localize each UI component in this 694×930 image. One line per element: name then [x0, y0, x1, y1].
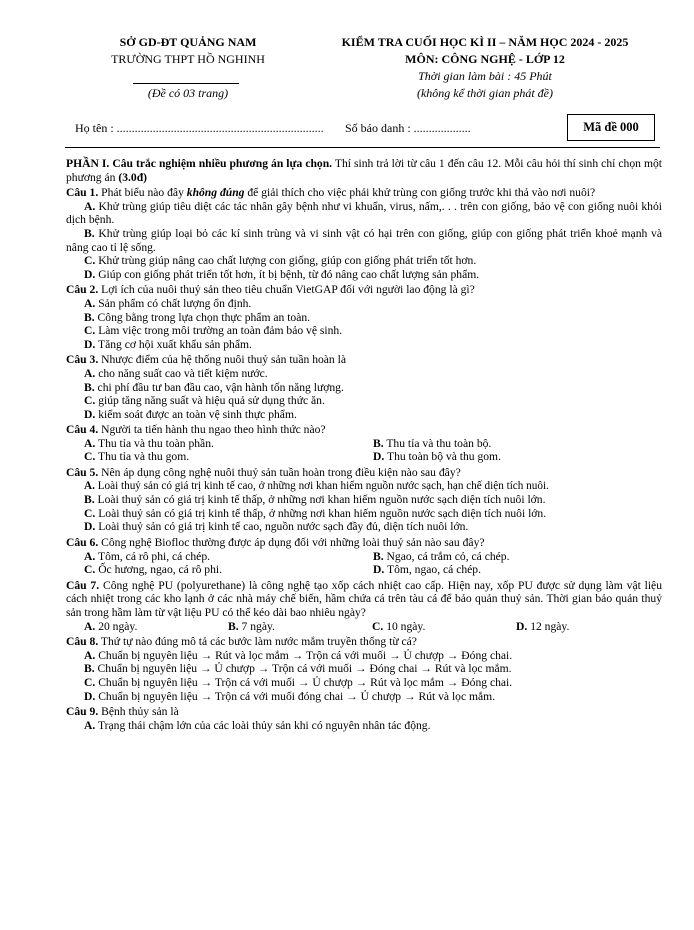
question-number: Câu 8.	[66, 635, 99, 649]
option-text: Chuẩn bị nguyên liệu → Trộn cá với muối → Ủ chượp → Rút và lọc mắm → Đóng chai.	[98, 675, 513, 689]
option-d	[84, 690, 662, 704]
header-right	[300, 34, 670, 102]
question-3	[66, 353, 662, 367]
option-b	[66, 227, 662, 254]
option-text: Loài thuỷ sản có giá trị kinh tế cao, ở những nơi khan hiếm nguồn nước sạch, hạn chế diện tích nuôi.	[97, 479, 549, 492]
question-number: Câu 4.	[66, 423, 99, 437]
option-label: A.	[84, 648, 96, 662]
option-text: giúp tăng năng suất và hiệu quả sử dụng thức ăn.	[98, 394, 325, 408]
option-c	[84, 676, 662, 690]
option-text: Thu tỉa và thu toàn phần.	[97, 436, 214, 450]
header-left	[88, 34, 288, 102]
option-text: 20 ngày.	[98, 619, 138, 633]
option-text: Thu tỉa và thu gom.	[97, 450, 190, 464]
option-text: Sản phẩm có chất lượng ổn định.	[98, 296, 252, 310]
option-a	[84, 480, 662, 494]
option-text: Ốc hương, ngao, cá rô phi.	[98, 563, 222, 577]
question-emphasis: không đúng	[186, 186, 245, 200]
option-label: C.	[84, 675, 96, 689]
option-text: Khử trùng giúp tiêu diệt các tác nhân gây bệnh như vi khuẩn, virus, nấm,. . . trên con giống, bảo vệ con giống nuôi khỏi dịch bệnh.	[66, 199, 662, 227]
option-text: cho năng suất cao và tiết kiệm nước.	[98, 366, 268, 380]
option-text: Công bằng trong lựa chọn thực phẩm an toàn.	[97, 310, 311, 324]
option-b	[228, 620, 372, 634]
exam-content	[66, 151, 662, 732]
option-b	[373, 550, 662, 564]
option-d	[516, 620, 660, 634]
option-text: Ngao, cá trắm cỏ, cá chép.	[386, 549, 510, 563]
question-1	[66, 186, 662, 200]
options-row	[84, 563, 662, 577]
option-b	[84, 381, 662, 395]
option-text: Thu toàn bộ và thu gom.	[386, 450, 501, 464]
option-a	[84, 367, 662, 381]
question-5	[66, 466, 662, 480]
option-d	[84, 338, 662, 352]
option-label: B.	[373, 436, 384, 450]
option-label: B.	[84, 380, 95, 394]
option-label: A.	[84, 479, 95, 492]
section-points: (3.0đ)	[118, 170, 148, 184]
option-label: D.	[84, 689, 96, 703]
question-8	[66, 635, 662, 649]
question-text: Bệnh thủy sản là	[98, 705, 179, 719]
options-row	[84, 550, 662, 564]
options-row	[84, 437, 662, 451]
option-label: B.	[84, 310, 95, 324]
question-7	[66, 579, 662, 620]
question-number: Câu 7.	[66, 578, 100, 592]
option-text: Loài thuỷ sản có giá trị kinh tế cao, nguồn nước sạch đầy đủ, diện tích nuôi lớn.	[98, 520, 469, 534]
option-text: 10 ngày.	[386, 619, 426, 633]
option-c	[84, 394, 662, 408]
question-text: Công nghệ Biofloc thường được áp dụng đối với những loài thuỷ sản nào sau đây?	[98, 536, 485, 550]
question-number: Câu 3.	[66, 353, 99, 367]
option-text: Tôm, ngao, cá chép.	[386, 563, 481, 577]
option-text: 12 ngày.	[530, 619, 570, 633]
option-text: Chuẩn bị nguyên liệu → Ủ chượp → Trộn cá với muối → Đóng chai → Rút và lọc mắm.	[97, 662, 512, 676]
option-a	[84, 437, 373, 451]
option-label: B.	[84, 662, 95, 676]
exam-title: KIỂM TRA CUỐI HỌC KÌ II – NĂM HỌC 2024 - 2025	[341, 35, 629, 49]
exam-code-box: Mã đề 000	[567, 114, 655, 141]
option-text: kiểm soát được an toàn vệ sinh thực phẩm.	[98, 407, 297, 421]
options-row	[84, 620, 662, 634]
department-name: SỞ GD-ĐT QUẢNG NAM	[119, 35, 257, 49]
option-label: C.	[84, 324, 96, 338]
student-name-field: Họ tên : .....................................................................	[75, 121, 324, 135]
option-label: A.	[84, 619, 96, 633]
option-text: Khử trùng giúp nâng cao chất lượng con giống, giúp con giống phát triển tốt hơn.	[98, 254, 477, 268]
subject-title: MÔN: CÔNG NGHỆ - LỚP 12	[405, 52, 565, 66]
option-a	[84, 297, 662, 311]
option-label: D.	[373, 563, 385, 577]
section-divider	[65, 147, 660, 148]
option-c	[84, 254, 662, 268]
option-text: Trạng thái chậm lớn của các loài thủy sản khi có nguyên nhân tác động.	[97, 718, 431, 732]
question-number: Câu 1.	[66, 186, 99, 200]
question-text: Công nghệ PU (polyurethane) là công nghệ tạo xốp cách nhiệt cao cấp. Hiện nay, xốp PU được sử dụng làm vật liệu cách nhiệt trong các kho lạnh ở các nhà máy chế biến, hầm chứa cá trên tàu cá để bảo quản thuỷ sản. Thời gian bảo quản thuỷ sản trong hầm làm từ vật liệu PU có thể kéo dài bao nhiêu ngày?	[66, 578, 663, 619]
option-label: B.	[373, 549, 384, 563]
option-text: Thu tỉa và thu toàn bộ.	[386, 436, 492, 450]
option-d	[373, 563, 662, 577]
question-number: Câu 6.	[66, 536, 99, 550]
section-instructions: Thí sinh trả lời từ câu 1 đến câu 12. Mỗi câu hỏi thí sinh chỉ chọn một phương án	[66, 157, 662, 184]
header-divider	[133, 83, 239, 84]
option-b	[84, 311, 662, 325]
option-d	[84, 520, 662, 534]
option-label: A.	[84, 549, 96, 563]
option-text: 7 ngày.	[241, 619, 275, 633]
exam-time: Thời gian làm bài : 45 Phút	[418, 69, 552, 83]
question-text: Thứ tự nào đúng mô tả các bước làm nước mắm truyền thống từ cá?	[98, 635, 417, 649]
option-text: Loài thuỷ sản có giá trị kinh tế thấp, ở những nơi khan hiếm nguồn nước sạch diện tích nuôi lớn.	[97, 493, 546, 507]
option-text: Loài thuỷ sản có giá trị kinh tế thấp, ở những nơi khan hiếm nguồn nước sạch diện tích nuôi lớn.	[98, 506, 547, 520]
option-text: Làm việc trong môi trường an toàn đảm bảo vệ sinh.	[98, 324, 343, 338]
option-a	[84, 719, 662, 733]
option-label: B.	[228, 619, 239, 633]
option-d	[84, 268, 662, 282]
options-row	[84, 450, 662, 464]
option-b	[84, 493, 662, 507]
question-text: Nên áp dụng công nghệ nuôi thuỷ sản tuần hoàn trong điều kiện nào sau đây?	[98, 466, 461, 480]
question-9	[66, 705, 662, 719]
student-id-field: Số báo danh : ...................	[345, 121, 471, 135]
option-label: D.	[84, 337, 96, 351]
option-label: D.	[84, 520, 96, 534]
option-label: C.	[84, 563, 96, 577]
question-4	[66, 423, 662, 437]
option-label: B.	[84, 226, 95, 240]
option-label: A.	[84, 436, 96, 450]
pages-note: (Đề có 03 trang)	[147, 86, 229, 100]
option-c	[372, 620, 516, 634]
option-label: C.	[84, 450, 96, 464]
option-text: Chuẩn bị nguyên liệu → Trộn cá với muối đóng chai → Ủ chượp → Rút và lọc mắm.	[98, 689, 496, 703]
option-label: A.	[84, 366, 96, 380]
option-d	[373, 450, 662, 464]
option-label: D.	[516, 619, 528, 633]
question-text: để giải thích cho việc phải khử trùng con giống trước khi thả vào nơi nuôi?	[244, 186, 596, 200]
question-number: Câu 5.	[66, 466, 99, 480]
option-text: Khử trùng giúp loại bỏ các kí sinh trùng và vi sinh vật có hại trên con giống, giúp con giống phát triển khoẻ mạnh và nâng cao tỉ lệ sống.	[66, 226, 662, 254]
question-2	[66, 283, 662, 297]
option-label: C.	[84, 506, 96, 520]
option-label: A.	[84, 199, 96, 213]
option-text: Giúp con giống phát triển tốt hơn, ít bị bệnh, từ đó nâng cao chất lượng sản phẩm.	[98, 267, 480, 281]
option-label: C.	[372, 619, 384, 633]
option-text: Chuẩn bị nguyên liệu → Rút và lọc mắm → Trộn cá với muối → Ủ chượp → Đóng chai.	[98, 648, 513, 662]
option-label: B.	[84, 493, 95, 507]
option-c	[84, 507, 662, 521]
school-name: TRƯỜNG THPT HỒ NGHINH	[111, 52, 265, 66]
option-text: chi phí đầu tư ban đầu cao, vận hành tốn năng lượng.	[97, 380, 344, 394]
option-text: Tăng cơ hội xuất khẩu sản phẩm.	[97, 337, 252, 351]
exam-time-note: (không kể thời gian phát đề)	[416, 86, 554, 100]
option-a	[84, 620, 228, 634]
option-b	[373, 437, 662, 451]
option-text: Tôm, cá rô phi, cá chép.	[97, 549, 211, 563]
option-c	[84, 450, 373, 464]
section-title: PHẦN I. Câu trắc nghiệm nhiều phương án lựa chọn.	[66, 157, 333, 170]
option-label: D.	[84, 267, 96, 281]
question-text: Lợi ích của nuôi thuỷ sản theo tiêu chuẩn VietGAP đối với người lao động là gì?	[98, 283, 475, 297]
question-number: Câu 9.	[66, 705, 99, 719]
option-label: C.	[84, 254, 96, 268]
option-label: A.	[84, 296, 96, 310]
option-b	[84, 662, 662, 676]
option-c	[84, 324, 662, 338]
option-d	[84, 408, 662, 422]
option-a	[84, 550, 373, 564]
question-text: Người ta tiến hành thu ngao theo hình thức nào?	[98, 423, 326, 437]
question-text: Phát biểu nào đây	[98, 186, 187, 200]
option-label: D.	[84, 407, 96, 421]
option-a	[66, 200, 662, 227]
option-a	[84, 649, 662, 663]
question-number: Câu 2.	[66, 283, 99, 297]
section-heading	[66, 157, 662, 184]
option-label: A.	[84, 718, 96, 732]
question-6	[66, 536, 662, 550]
question-text: Nhược điểm của hệ thống nuôi thuỷ sản tuần hoàn là	[98, 353, 346, 367]
option-label: C.	[84, 394, 96, 408]
option-label: D.	[373, 450, 385, 464]
option-c	[84, 563, 373, 577]
